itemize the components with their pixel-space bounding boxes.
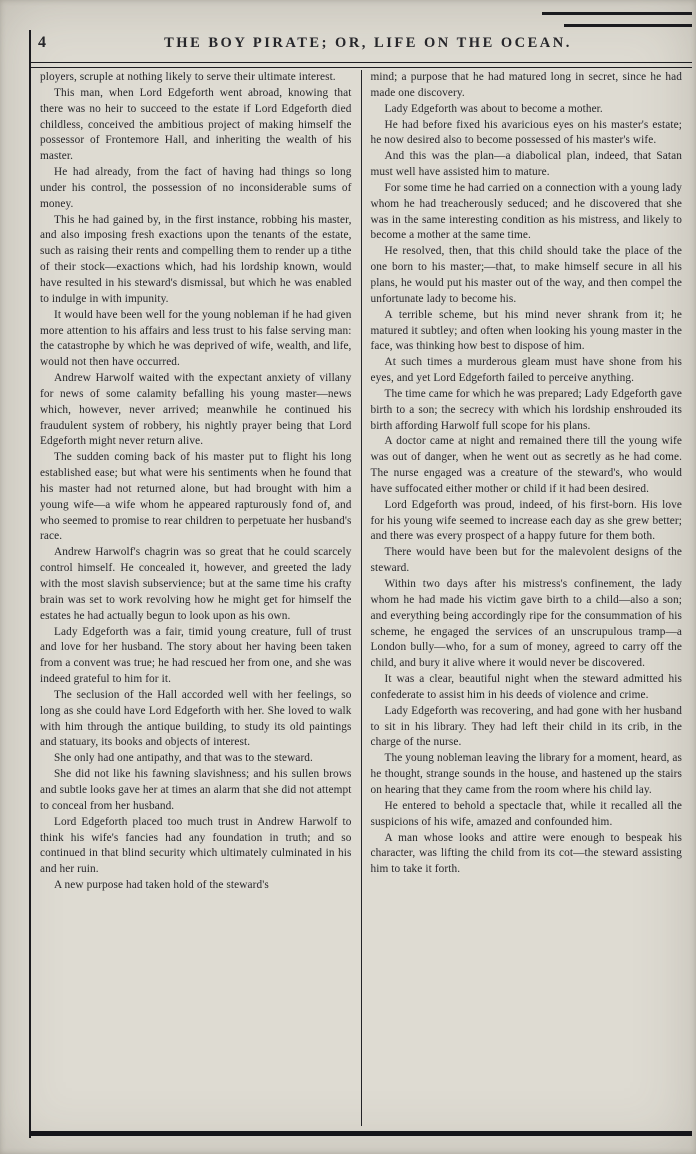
paragraph: Lady Edgeforth was about to become a mother. bbox=[384, 102, 603, 115]
paragraph: She only had one antipathy, and that was to the steward. bbox=[54, 752, 313, 765]
paragraph: He had before fixed his avaricious eyes on his master's estate; he now desired also to become possessed of his master's wife. bbox=[370, 118, 682, 147]
paragraph: At such times a murderous gleam must have shone from his eyes, and yet Lord Edgeforth failed to perceive anything. bbox=[370, 356, 682, 385]
paragraph: A man whose looks and attire were enough to bespeak his character, was lifting the child from its cot—the steward assisting him to take it forth. bbox=[370, 831, 682, 876]
paragraph: This he had gained by, in the first instance, robbing his master, and also imposing fresh exactions upon the tenants of the estate, such as raising their rents and compelling them to render up a tithe of their stock—exactions which, had his lordship known, would have resulted in his steward's dismissal, but which he was enabled to indulge in with impunity. bbox=[40, 213, 352, 305]
paragraph: It was a clear, beautiful night when the steward admitted his confederate to assist him in his deeds of violence and crime. bbox=[370, 673, 682, 701]
paragraph: Andrew Harwolf waited with the expectant anxiety of villany for news of some calamity befalling his young master—news which, however, never arrived; meanwhile he continued his fraudulent system of robbery, his nightly prayer being that Lord Edgeforth might never return alive. bbox=[40, 372, 352, 448]
paragraph: mind; a purpose that he had matured long in secret, since he had made one discovery. bbox=[370, 71, 682, 99]
text-columns bbox=[40, 70, 682, 1126]
paragraph: He had already, from the fact of having had things so long under his control, the possession of no inconsiderable sums of money. bbox=[40, 166, 352, 210]
bottom-rule bbox=[30, 1131, 692, 1136]
right-column bbox=[371, 70, 683, 1126]
paragraph: There would have been but for the malevolent designs of the steward. bbox=[370, 546, 682, 575]
paragraph: Lord Edgeforth was proud, indeed, of his first-born. His love for his young wife seemed to increase each day as she grew better; and there was every prospect of a happy future for them both. bbox=[370, 498, 682, 543]
paragraph: Lord Edgeforth placed too much trust in Andrew Harwolf to think his wife's fancies had any foundation in truth; and so continued in that blind security which ultimately culminated in his and her ruin. bbox=[40, 815, 352, 876]
page-title: THE BOY PIRATE; OR, LIFE ON THE OCEAN. bbox=[164, 35, 572, 51]
paragraph: He entered to behold a spectacle that, while it recalled all the suspicions of his wife, amazed and confounded him. bbox=[370, 799, 682, 828]
paragraph: Andrew Harwolf's chagrin was so great that he could scarcely control himself. He concealed it, however, and greeted the lady with the most slavish subservience; but at the same time his crafty brain was set to work revolving how he might get for himself the estates he had actually begun to look upon as his own. bbox=[40, 546, 352, 622]
page-header bbox=[30, 34, 688, 60]
paragraph: It would have been well for the young nobleman if he had given more attention to his affairs and less trust to his false serving man: the catastrophe by which he was deprived of wife, wealth, and life, would not then have occurred. bbox=[40, 308, 352, 369]
paragraph: A doctor came at night and remained there till the young wife was out of danger, when he went out as secretly as he had come. The nurse engaged was a creature of the steward's, who would have suffocated either mother or child if it had been desired. bbox=[370, 435, 682, 495]
paragraph: The young nobleman leaving the library for a moment, heard, as he thought, strange sounds in the house, and hastened up the stairs on hearing that they came from the room where his child lay. bbox=[370, 752, 682, 796]
paragraph: The time came for which he was prepared; Lady Edgeforth gave birth to a son; the secrecy with which his lordship enshrouded its birth affording Harwolf full scope for his plans. bbox=[370, 387, 682, 432]
header-rule bbox=[30, 62, 692, 68]
paragraph: And this was the plan—a diabolical plan, indeed, that Satan must well have assisted him to mature. bbox=[370, 150, 682, 179]
paragraph: Lady Edgeforth was recovering, and had gone with her husband to sit in his library. They had left their child in its crib, in the charge of the nurse. bbox=[370, 704, 682, 749]
paragraph: He resolved, then, that this child should take the place of the one born to his master;—that, to make himself secure in all his plans, he would put his master out of the way, and then compel the unfortunate lady to become his. bbox=[370, 245, 682, 305]
paragraph: A terrible scheme, but his mind never shrank from it; he matured it subtley; and often when looking his young master in the face, was thinking how best to dispose of him. bbox=[370, 308, 682, 353]
paragraph: ployers, scruple at nothing likely to serve their ultimate interest. bbox=[40, 71, 336, 83]
top-right-rule-2 bbox=[564, 24, 692, 27]
page-number: 4 bbox=[38, 34, 46, 51]
top-right-rule bbox=[542, 12, 692, 15]
left-column bbox=[40, 70, 352, 1126]
column-divider bbox=[361, 70, 362, 1126]
paragraph: Lady Edgeforth was a fair, timid young creature, full of trust and love for her husband. The story about her having been taken from a convent was true; he had rescued her from one, and she was indeed grateful to him for it. bbox=[40, 625, 352, 686]
paragraph: The sudden coming back of his master put to flight his long established ease; but what were his sentiments when he found that his master had not returned alone, but had brought with him a young wife—a wife whom he appeared rapturously fond of, and who seemed to promise to rear children to perpetuate her husband's race. bbox=[40, 451, 352, 543]
left-border-rule bbox=[29, 30, 31, 1138]
paragraph: Within two days after his mistress's confinement, the lady whom he had made his victim gave birth to a child—also a son; and everything being accordingly ripe for the consummation of his scheme, he engaged the services of an unscrupulous tramp—a London bully—who, for a sum of money, agreed to carry off the child, and bury it alive where it would never be discovered. bbox=[370, 578, 682, 670]
paragraph: A new purpose had taken hold of the steward's bbox=[54, 879, 269, 892]
paragraph: For some time he had carried on a connection with a young lady whom he had treacherously seduced; and he discovered that she was in the same interesting condition as his mistress, and likely to become a mother at the same time. bbox=[370, 181, 682, 242]
paragraph: She did not like his fawning slavishness; and his sullen brows and subtle looks gave her at times an alarm that she did not attempt to conceal from her husband. bbox=[40, 768, 352, 812]
paragraph: This man, when Lord Edgeforth went abroad, knowing that there was no heir to succeed to the estate if Lord Edgeforth died childless, conceived the ambitious project of making himself the possessor of Frontemore Hall, and inheriting the wealth of his master. bbox=[40, 86, 352, 163]
paragraph: The seclusion of the Hall accorded well with her feelings, so long as she could have Lord Edgeforth with her. She loved to walk with him through the antique building, to study its old paintings and statuary, its books and objects of interest. bbox=[40, 688, 352, 749]
